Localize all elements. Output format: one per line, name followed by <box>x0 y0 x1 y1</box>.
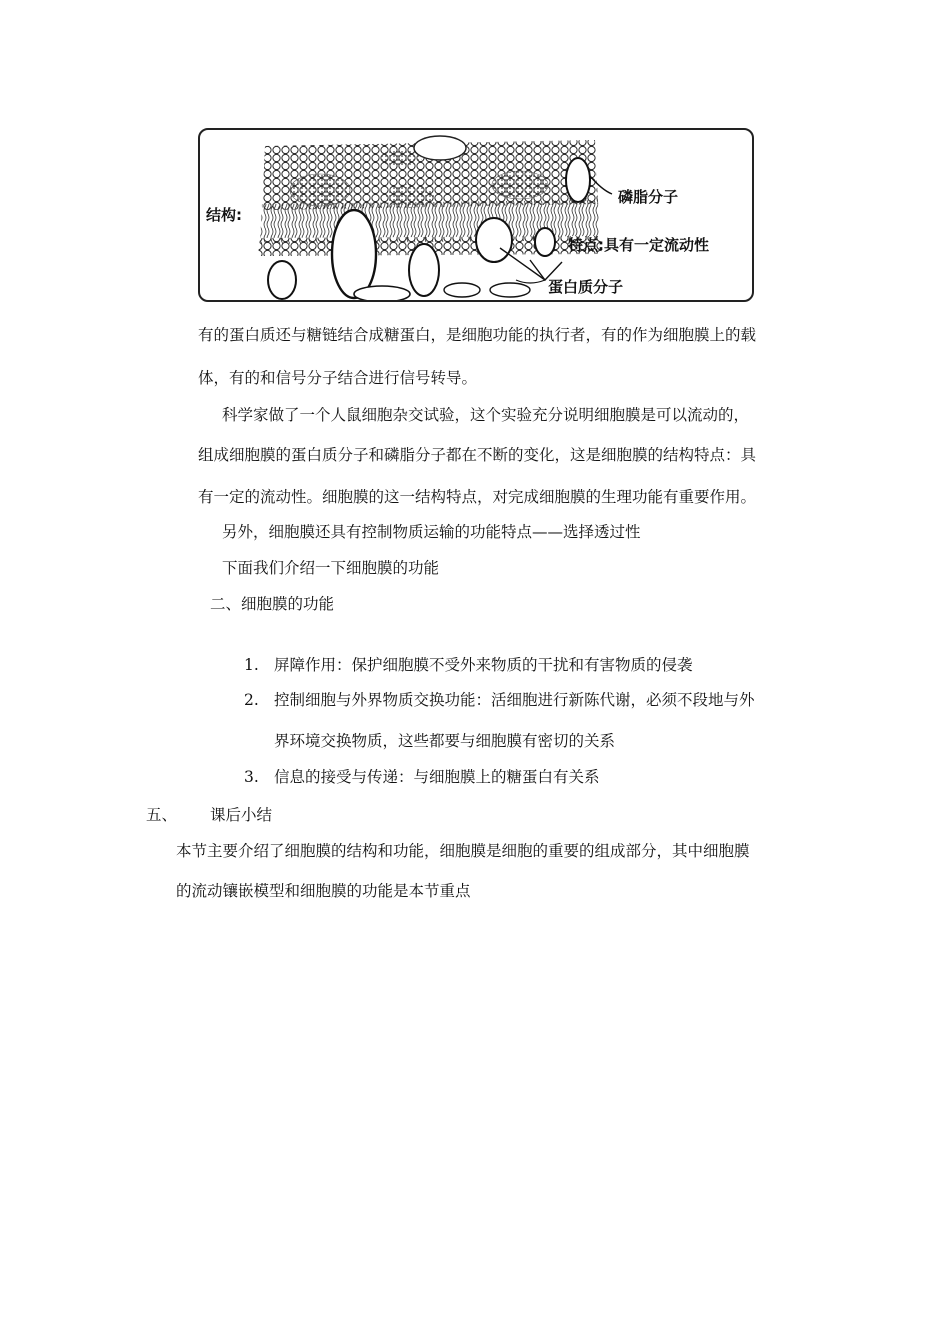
section-five-number: 五、 <box>146 806 178 824</box>
membrane-illustration <box>200 130 754 302</box>
summary-line-1: 本节主要介绍了细胞膜的结构和功能，细胞膜是细胞的重要的组成部分，其中细胞膜 <box>176 842 750 860</box>
paragraph-3: 另外，细胞膜还具有控制物质运输的功能特点——选择透过性 <box>222 523 641 541</box>
function-item-1 <box>244 655 693 675</box>
paragraph-2-line-2: 组成细胞膜的蛋白质分子和磷脂分子都在不断的变化，这是细胞膜的结构特点：具 <box>198 446 757 464</box>
section-five-heading: 课后小结 <box>210 806 273 824</box>
function-item-2-continuation: 界环境交换物质，这些都要与细胞膜有密切的关系 <box>274 732 616 750</box>
membrane-diagram <box>198 128 754 302</box>
summary-line-2: 的流动镶嵌模型和细胞膜的功能是本节重点 <box>176 882 471 900</box>
paragraph-4: 下面我们介绍一下细胞膜的功能 <box>222 559 440 577</box>
item-text: 屏障作用：保护细胞膜不受外来物质的干扰和有害物质的侵袭 <box>274 656 693 674</box>
function-item-2 <box>244 690 755 710</box>
item-number: 2. <box>244 691 259 709</box>
paragraph-2-line-1: 科学家做了一个人鼠细胞杂交试验，这个实验充分说明细胞膜是可以流动的， <box>222 406 750 424</box>
paragraph-1-line-2: 体，有的和信号分子结合进行信号转导。 <box>198 369 478 387</box>
function-item-3 <box>244 767 600 787</box>
protein-label: 蛋白质分子 <box>548 278 624 296</box>
item-text: 信息的接受与传递：与细胞膜上的糖蛋白有关系 <box>274 768 600 786</box>
section-two-heading: 二、细胞膜的功能 <box>210 595 335 613</box>
item-text: 控制细胞与外界物质交换功能：活细胞进行新陈代谢，必须不段地与外 <box>274 691 755 709</box>
item-number: 3. <box>244 768 259 786</box>
structure-label: 结构: <box>206 206 242 224</box>
phospholipid-label: 磷脂分子 <box>618 188 679 206</box>
paragraph-2-line-3: 有一定的流动性。细胞膜的这一结构特点，对完成细胞膜的生理功能有重要作用。 <box>198 488 757 506</box>
paragraph-1-line-1: 有的蛋白质还与糖链结合成糖蛋白，是细胞功能的执行者，有的作为细胞膜上的载 <box>198 326 757 344</box>
feature-label: 特点:具有一定流动性 <box>568 236 709 254</box>
item-number: 1. <box>244 656 259 674</box>
